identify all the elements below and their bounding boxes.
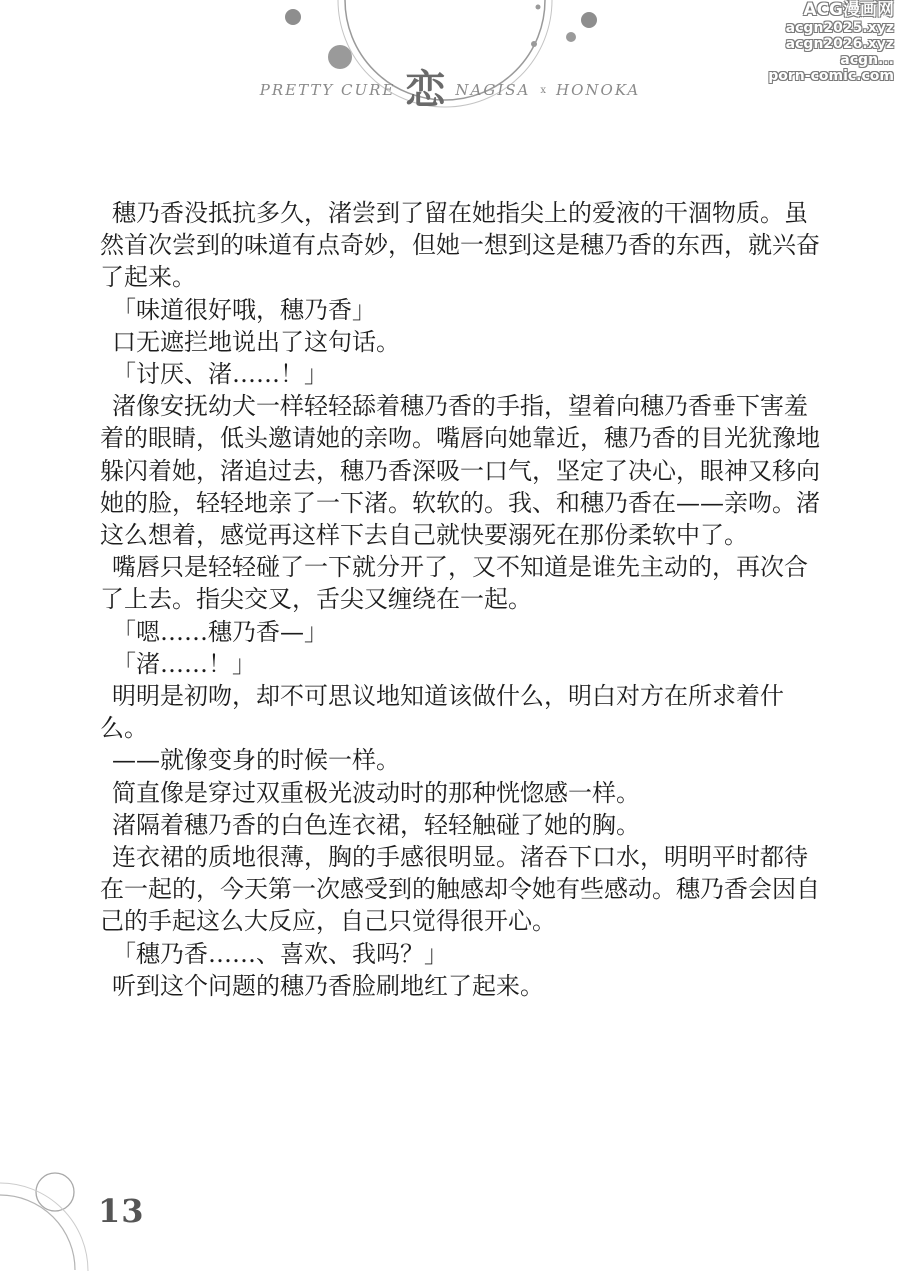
header-separator: x [540, 84, 547, 96]
watermark-line: acgn... [840, 52, 894, 68]
paragraph: ——就像变身的时候一样。 [112, 746, 400, 775]
paragraph: 「渚……！」 [112, 649, 256, 678]
watermark-line: acgn2025.xyz [785, 20, 894, 36]
paragraph: 渚隔着穗乃香的白色连衣裙，轻轻触碰了她的胸。 [112, 810, 640, 839]
watermark-line: ACG漫画网 [803, 0, 894, 20]
paragraph: 简直像是穿过双重极光波动时的那种恍惚感一样。 [112, 778, 640, 807]
paragraph: 渚像安抚幼犬一样轻轻舔着穗乃香的手指，望着向穗乃香垂下害羞着的眼睛，低头邀请她的亲吻。嘴唇向她靠近，穗乃香的目光犹豫地躲闪着她，渚追过去，穗乃香深吸一口气，坚定了决心，眼神又移向她的脸，轻轻地亲了一下渚。软软的。我、和穗乃香在——亲吻。渚这么想着，感觉再这样下去自己就快要溺死在那份柔软中了。 [100, 392, 820, 550]
paragraph: 嘴唇只是轻轻碰了一下就分开了，又不知道是谁先主动的，再次合了上去。指尖交叉，舌尖又缠绕在一起。 [100, 553, 808, 614]
paragraph: 「味道很好哦，穗乃香」 [112, 295, 376, 324]
header-right-text-2: HONOKA [556, 81, 641, 99]
paragraph: 「穗乃香……、喜欢、我吗？」 [112, 939, 448, 968]
story-text [100, 197, 830, 1002]
paragraph: 连衣裙的质地很薄，胸的手感很明显。渚吞下口水，明明平时都待在一起的，今天第一次感受到的触感却令她有些感动。穗乃香会因自己的手起这么大反应，自己只觉得很开心。 [100, 843, 820, 936]
header-right-text-1: NAGISA [455, 81, 531, 99]
site-watermark [744, 0, 894, 84]
watermark-line: acgn2026.xyz [785, 36, 894, 52]
header-center-glyph: 恋 [405, 66, 446, 113]
paragraph: 明明是初吻，却不可思议地知道该做什么，明白对方在所求着什么。 [100, 682, 784, 743]
header-left-text: PRETTY CURE [259, 81, 396, 99]
paragraph: 「讨厌、渚……！」 [112, 360, 328, 389]
paragraph: 听到这个问题的穗乃香脸刷地红了起来。 [112, 971, 544, 1000]
paragraph: 「嗯……穗乃香—」 [112, 617, 328, 646]
paragraph: 口无遮拦地说出了这句话。 [112, 327, 400, 356]
page-number: 13 [98, 1192, 145, 1230]
watermark-line: porn-comic.com [768, 68, 894, 84]
paragraph: 穗乃香没抵抗多久，渚尝到了留在她指尖上的爱液的干涸物质。虽然首次尝到的味道有点奇妙，但她一想到这是穗乃香的东西，就兴奋了起来。 [100, 199, 820, 292]
